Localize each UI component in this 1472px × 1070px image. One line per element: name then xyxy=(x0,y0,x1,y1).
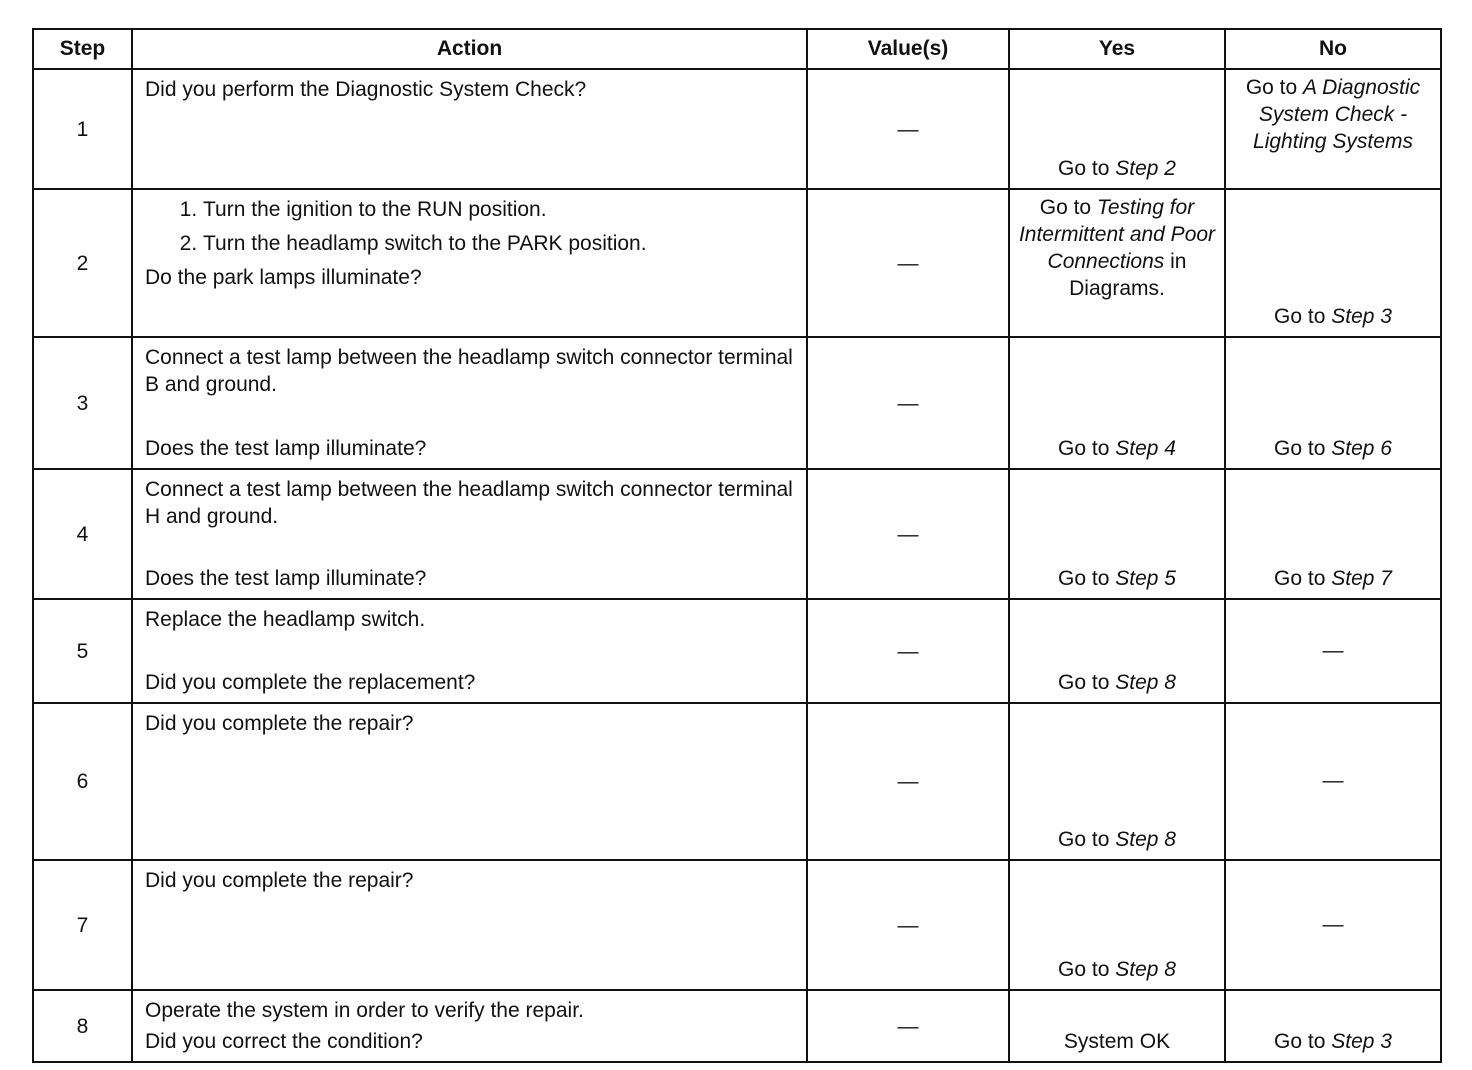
action-line: Connect a test lamp between the headlamp switch connector terminal B and ground. xyxy=(145,346,793,396)
no-cell xyxy=(1225,703,1441,860)
no-cell xyxy=(1225,599,1441,703)
action-step-item: 1. Turn the ignition to the RUN position. xyxy=(203,196,794,223)
action-line: Replace the headlamp switch. xyxy=(145,608,426,631)
value-cell: — xyxy=(807,703,1009,860)
action-cell xyxy=(132,703,807,860)
yes-segment: Go to xyxy=(1058,958,1116,981)
table-row xyxy=(33,469,1441,599)
header-yes: Yes xyxy=(1009,29,1225,69)
yes-cell xyxy=(1009,599,1225,703)
step-number: 5 xyxy=(33,599,132,703)
step-number: 6 xyxy=(33,703,132,860)
yes-segment: Go to xyxy=(1058,828,1116,851)
action-step-item: 2. Turn the headlamp switch to the PARK position. xyxy=(203,230,794,257)
step-number: 4 xyxy=(33,469,132,599)
no-cell xyxy=(1225,860,1441,990)
no-segment: — xyxy=(1322,638,1344,662)
no-segment: — xyxy=(1322,912,1344,936)
yes-segment: Step 8 xyxy=(1115,958,1176,981)
value-cell: — xyxy=(807,337,1009,469)
action-content xyxy=(145,867,794,983)
yes-segment: System OK xyxy=(1063,1030,1171,1053)
action-line: Connect a test lamp between the headlamp switch connector terminal H and ground. xyxy=(145,478,793,528)
no-segment: Go to xyxy=(1274,437,1332,460)
action-text xyxy=(145,997,794,1024)
action-text xyxy=(145,196,794,291)
table-row xyxy=(33,860,1441,990)
action-question: Did you complete the repair? xyxy=(145,869,414,892)
yes-segment: Go to xyxy=(1058,437,1116,460)
action-content xyxy=(145,196,794,330)
yes-cell xyxy=(1009,990,1225,1062)
yes-segment: Go to xyxy=(1039,196,1097,219)
no-segment: Step 3 xyxy=(1331,1030,1392,1053)
yes-segment: in Diagrams. xyxy=(1069,250,1187,300)
action-text xyxy=(145,606,794,633)
yes-segment: Step 2 xyxy=(1115,157,1176,180)
action-cell xyxy=(132,860,807,990)
no-segment: Step 3 xyxy=(1331,305,1392,328)
no-cell xyxy=(1225,69,1441,189)
step-number: 8 xyxy=(33,990,132,1062)
no-segment: — xyxy=(1322,769,1344,792)
action-cell xyxy=(132,69,807,189)
table-row xyxy=(33,990,1441,1062)
yes-cell xyxy=(1009,860,1225,990)
no-segment: Go to xyxy=(1274,567,1332,590)
action-content xyxy=(145,710,794,853)
action-content xyxy=(145,997,794,1055)
yes-segment: Step 4 xyxy=(1115,437,1176,460)
step-number: 7 xyxy=(33,860,132,990)
action-question: Did you correct the condition? xyxy=(145,1030,423,1053)
value-cell: — xyxy=(807,599,1009,703)
no-segment: Step 6 xyxy=(1331,437,1392,460)
step-number: 2 xyxy=(33,189,132,337)
action-cell xyxy=(132,599,807,703)
yes-segment: Testing for Intermittent and Poor Connections xyxy=(1018,196,1216,273)
action-question: Did you complete the repair? xyxy=(145,712,414,735)
action-cell xyxy=(132,189,807,337)
value-cell: — xyxy=(807,990,1009,1062)
no-cell xyxy=(1225,469,1441,599)
step-number: 1 xyxy=(33,69,132,189)
action-line: Operate the system in order to verify the repair. xyxy=(145,999,584,1022)
yes-segment: Go to xyxy=(1058,671,1116,694)
action-question: Did you complete the replacement? xyxy=(145,671,476,694)
action-text xyxy=(145,344,794,398)
no-cell xyxy=(1225,990,1441,1062)
action-content xyxy=(145,476,794,592)
value-cell: — xyxy=(807,69,1009,189)
table-row xyxy=(33,337,1441,469)
value-cell: — xyxy=(807,469,1009,599)
table-row xyxy=(33,599,1441,703)
yes-segment: Step 5 xyxy=(1115,567,1176,590)
action-content xyxy=(145,344,794,462)
no-segment: Go to xyxy=(1274,305,1332,328)
header-value: Value(s) xyxy=(807,29,1009,69)
no-segment: Go to xyxy=(1274,1030,1332,1053)
action-question: Does the test lamp illuminate? xyxy=(145,437,427,460)
value-cell: — xyxy=(807,189,1009,337)
step-number: 3 xyxy=(33,337,132,469)
table-row xyxy=(33,69,1441,189)
no-segment: A Diagnostic System Check - Lighting Systems xyxy=(1253,76,1421,153)
spacer xyxy=(145,398,794,435)
action-content xyxy=(145,606,794,696)
no-segment: Go to xyxy=(1245,76,1304,99)
yes-segment: Step 8 xyxy=(1115,828,1176,851)
spacer xyxy=(145,633,794,669)
action-cell xyxy=(132,469,807,599)
header-no: No xyxy=(1225,29,1441,69)
table-row xyxy=(33,703,1441,860)
yes-segment: Step 8 xyxy=(1115,671,1176,694)
header-action: Action xyxy=(132,29,807,69)
header-row xyxy=(33,29,1441,69)
yes-cell xyxy=(1009,703,1225,860)
spacer xyxy=(145,530,794,565)
action-steps xyxy=(145,196,794,257)
yes-cell xyxy=(1009,469,1225,599)
yes-segment: Go to xyxy=(1058,157,1116,180)
yes-cell xyxy=(1009,189,1225,337)
value-cell: — xyxy=(807,860,1009,990)
diagnostic-table xyxy=(32,28,1442,1063)
no-cell xyxy=(1225,189,1441,337)
action-text xyxy=(145,476,794,530)
action-cell xyxy=(132,990,807,1062)
action-cell xyxy=(132,337,807,469)
header-step: Step xyxy=(33,29,132,69)
action-question: Did you perform the Diagnostic System Check? xyxy=(145,78,587,101)
table-row xyxy=(33,189,1441,337)
yes-segment: Go to xyxy=(1058,567,1116,590)
yes-cell xyxy=(1009,69,1225,189)
action-question: Does the test lamp illuminate? xyxy=(145,567,427,590)
action-content xyxy=(145,76,794,182)
action-question: Do the park lamps illuminate? xyxy=(145,266,422,289)
yes-cell xyxy=(1009,337,1225,469)
no-cell xyxy=(1225,337,1441,469)
no-segment: Step 7 xyxy=(1331,567,1392,590)
